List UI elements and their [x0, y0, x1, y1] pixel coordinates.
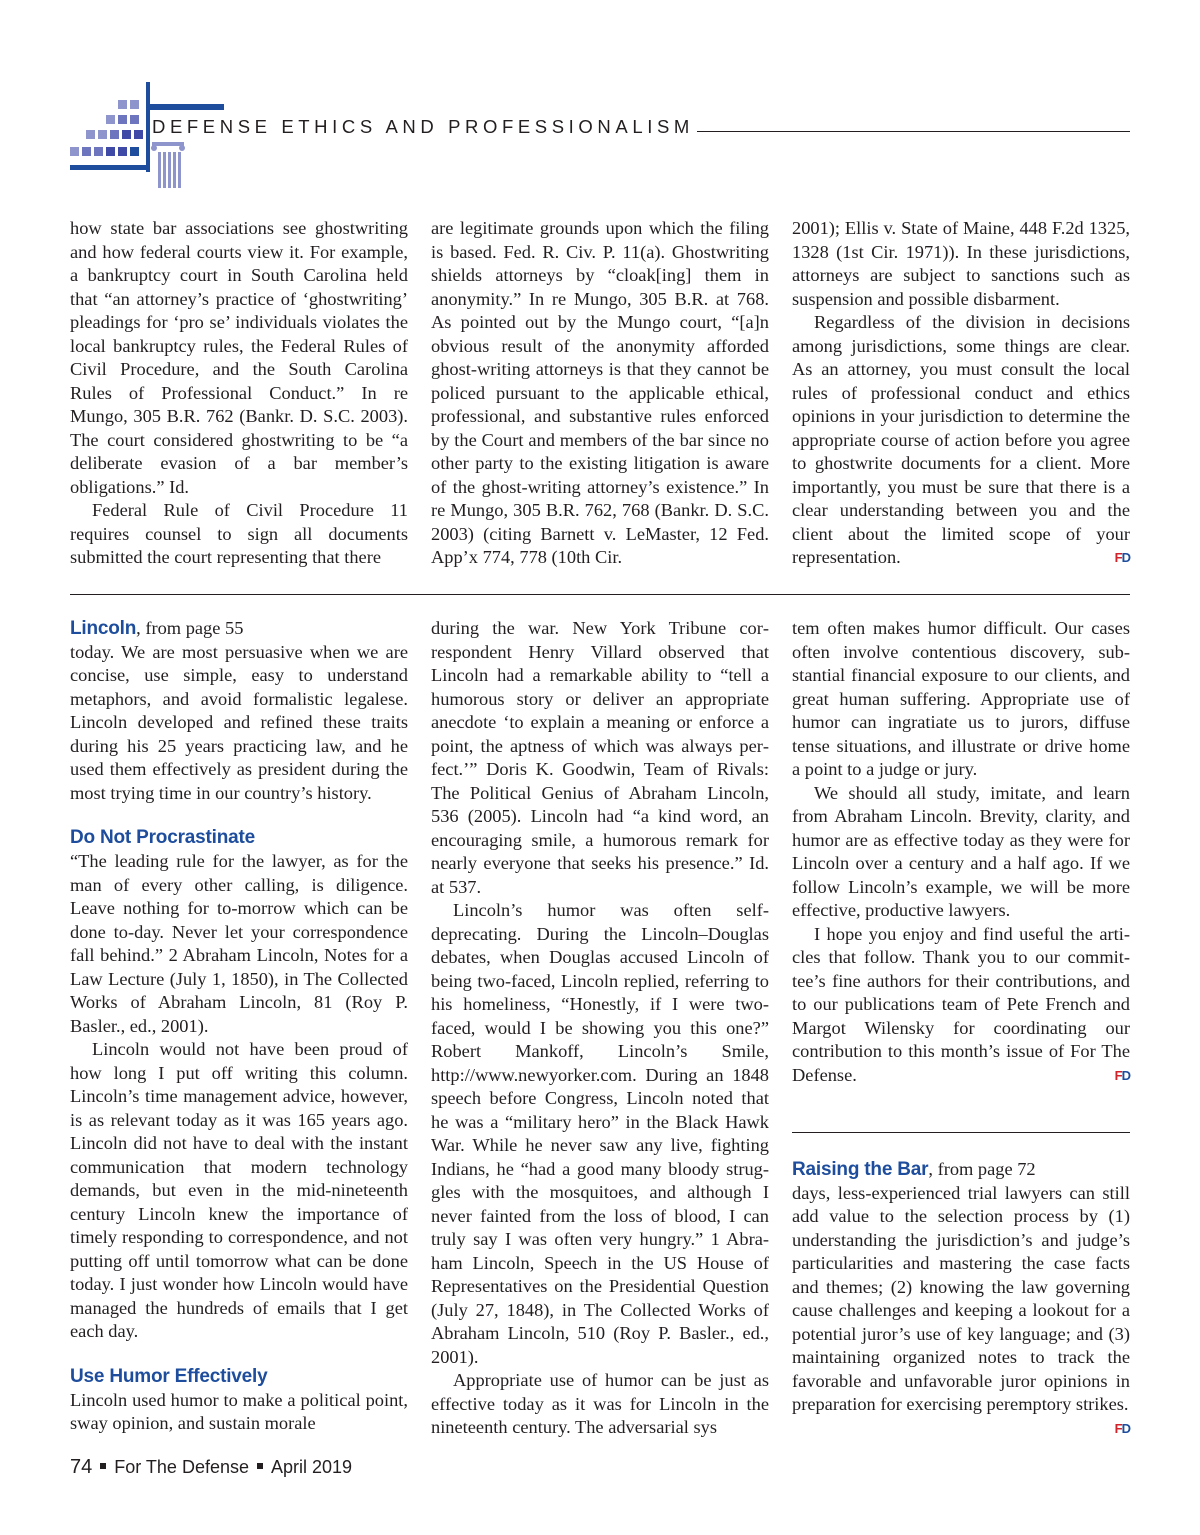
- continued-kicker: Raising the Bar: [792, 1159, 929, 1180]
- page-number: 74: [70, 1456, 93, 1478]
- publication-name: For The Defense: [114, 1457, 249, 1477]
- paragraph: how state bar associations see ghostwriting and how federal courts view it. For example, a bankruptcy court in South Carolina held that “an attorney’s practice of ‘ghostwriting’ pleadings for ‘pro se’ individuals violates the local bankruptcy rules, the Federal Rules of Civil Procedure, and the South Carolina Rules of Professional Conduct.” In re Mungo, 305 B.R. 762 (Bankr. D. S.C. 2003). The court considered ghostwriting to be “a deliberate evasion of a bar member’s obligations.” Id.: [70, 218, 408, 497]
- paragraph: [792, 1182, 1130, 1436]
- continuation-line: [70, 617, 408, 641]
- top-article-column-2: [431, 217, 769, 570]
- from-page: , from page 72: [928, 1159, 1036, 1179]
- continuation-line: [792, 1158, 1130, 1182]
- column-divider: [792, 1132, 1130, 1133]
- paragraph: Lincoln’s humor was often self-deprecating. During the Lincoln–Douglas debates, when Douglas accused Lincoln of being two-faced, Lincoln replied, referring to his homeliness, “Honestly, if I were two-faced, would I be showing you this one?” Robert Mankoff, Lincoln’s Smile, http://www.newyorker.com. During an 1848 speech before Congress, Lincoln noted that he was a “military hero” in the Black Hawk War. While he never saw any live, fighting Indians, he “had a good many bloody struggles with the mosquitoes, and although I never fainted from the loss of blood, I can truly say I was often very hungry.” 1 Abraham Lincoln, Speech in the US House of Representatives on the Presidential Question (July 27, 1848), in The Collected Works of Abraham Lincoln, 510 (Roy P. Basler., ed., 2001).: [431, 900, 769, 1367]
- paragraph: “The leading rule for the lawyer, as for the man of every other calling, is diligence. Leave nothing for to-morrow which can be done to-day. Never let your correspondence fall behind.” 2 Abraham Lincoln, Notes for a Law Lecture (July 1, 1850), in The Collected Works of Abraham Lincoln, 81 (Roy P. Basler., ed., 2001).: [70, 851, 408, 1036]
- paragraph: tem often makes humor difficult. Our cases often involve contentious discovery, substantial financial exposure to our clients, and great human suffering. Appropriate use of humor can ingratiate us to jurors, diffuse tense situations, and illustrate or drive home a point to a judge or jury.: [792, 618, 1130, 779]
- paragraph-text: Regardless of the division in decisions among jurisdictions, some things are clear. As an attorney, you must consult the local rules of professional conduct and ethics opinions in your jurisdiction to determine the appropriate course of action before you agree to ghostwrite documents for a client. More importantly, you must be sure that there is a clear understanding between you and the client about the limited scope of your representation.: [792, 312, 1130, 567]
- paragraph-text: I hope you enjoy and find useful the articles that follow. Thank you to our committee’s fine authors for their contributions, and to our publications team of Pete French and Margot Wilensky for coordinating our contribution to this month’s issue of For The Defense.: [792, 923, 1130, 1085]
- bullet-separator-icon: [257, 1463, 263, 1469]
- lincoln-column-3: [792, 617, 1130, 1087]
- end-of-article-mark: FD: [1114, 550, 1130, 565]
- paragraph: Lincoln used humor to make a political point, sway opinion, and sustain morale: [70, 1389, 408, 1433]
- paragraph: Appropriate use of humor can be just as effective today as it was for Lincoln in the nineteenth century. The adversarial sys: [431, 1370, 769, 1437]
- section-divider: [70, 594, 1130, 595]
- raising-bar-column: [792, 1158, 1130, 1440]
- paragraph: today. We are most persuasive when we are concise, use simple, easy to understand metaphors, and avoid formalistic legalese. Lincoln developed and refined these traits during his 25 years practicing law, and he used them effectively as president during the most trying time in our country’s history.: [70, 641, 408, 803]
- paragraph: Federal Rule of Civil Procedure 11 requires counsel to sign all documents submitted the court representing that there: [70, 500, 408, 567]
- from-page: , from page 55: [136, 618, 244, 638]
- end-of-article-mark: FD: [1114, 1067, 1130, 1083]
- paragraph: Lincoln would not have been proud of how long I put off writing this column. Lincoln’s time management advice, however, is as relevant today as it was 165 years ago. Lincoln did not have to deal with the instant communication that modern technology demands, but even in the mid-nineteenth century Lincoln knew the importance of timely responding to correspondence, and not putting off until tomorrow what can be done today. I just wonder how Lincoln would have managed the hundreds of emails that I get each day.: [70, 1039, 408, 1341]
- paragraph: during the war. New York Tribune correspondent Henry Villard observed that Lincoln had a remarkable ability to “tell a humorous story or deliver an appropriate anecdote ‘to explain a meaning or enforce a point, the aptness of which was always perfect.’” Doris K. Goodwin, Team of Rivals: The Political Genius of Abraham Lincoln, 536 (2005). Lincoln had “a kind word, an encouraging smile, a humorous remark for nearly everyone that seeks his presence.” Id. at 537.: [431, 618, 769, 897]
- issue-date: April 2019: [271, 1457, 353, 1477]
- top-article-column-1: [70, 217, 408, 570]
- paragraph: 2001); Ellis v. State of Maine, 448 F.2d 1325, 1328 (1st Cir. 1971)). In these jurisdictions, attorneys are subject to sanctions such as suspension and possible disbarment.: [792, 218, 1130, 309]
- paragraph: We should all study, imitate, and learn from Abraham Lincoln. Brevity, clarity, and humor are as effective today as they were for Lincoln over a century and a half ago. If we follow Lincoln’s example, we will be more effective, productive lawyers.: [792, 782, 1130, 920]
- subheading: Use Humor Effectively: [70, 1365, 268, 1387]
- paragraph: [792, 923, 1130, 1088]
- section-title: DEFENSE ETHICS AND PROFESSIONALISM: [152, 116, 694, 137]
- top-article-column-3: [792, 217, 1130, 570]
- lincoln-column-1: [70, 617, 408, 1436]
- section-title-rule: [697, 131, 1130, 132]
- lincoln-column-2: [431, 617, 769, 1440]
- continued-kicker: Lincoln: [70, 618, 137, 639]
- paragraph: [792, 311, 1130, 570]
- end-of-article-mark: FD: [1114, 1420, 1130, 1436]
- paragraph-text: days, less-experienced trial lawyers can still add value to the selection process by (1) understanding the jurisdiction’s and judge’s particularities and mastering the case facts and themes; (2) knowing the law governing cause challenges and keeping a lookout for a potential juror’s use of key language; and (3) maintaining organized notes to track the favorable and unfavorable juror opinions in preparation for exercising peremptory strikes.: [792, 1182, 1130, 1414]
- subheading: Do Not Procrastinate: [70, 827, 255, 848]
- paragraph: are legitimate grounds upon which the filing is based. Fed. R. Civ. P. 11(a). Ghostwriting shields attorneys by “cloak[ing] them in anonymity.” In re Mungo, 305 B.R. at 768. As pointed out by the Mungo court, “[a]n obvious result of the anonymity afforded ghost-writing attorneys is that they cannot be policed pursuant to the applicable ethical, professional, and substantive rules enforced by the Court and members of the bar since no other party to the existing litigation is aware of the ghost-writing attorney’s existence.” In re Mungo, 305 B.R. 762, 768 (Bankr. D. S.C. 2003) (citing Barnett v. LeMaster, 12 Fed. App’x 774, 778 (10th Cir.: [431, 218, 769, 567]
- bullet-separator-icon: [100, 1463, 106, 1469]
- page-footer: [70, 1456, 352, 1479]
